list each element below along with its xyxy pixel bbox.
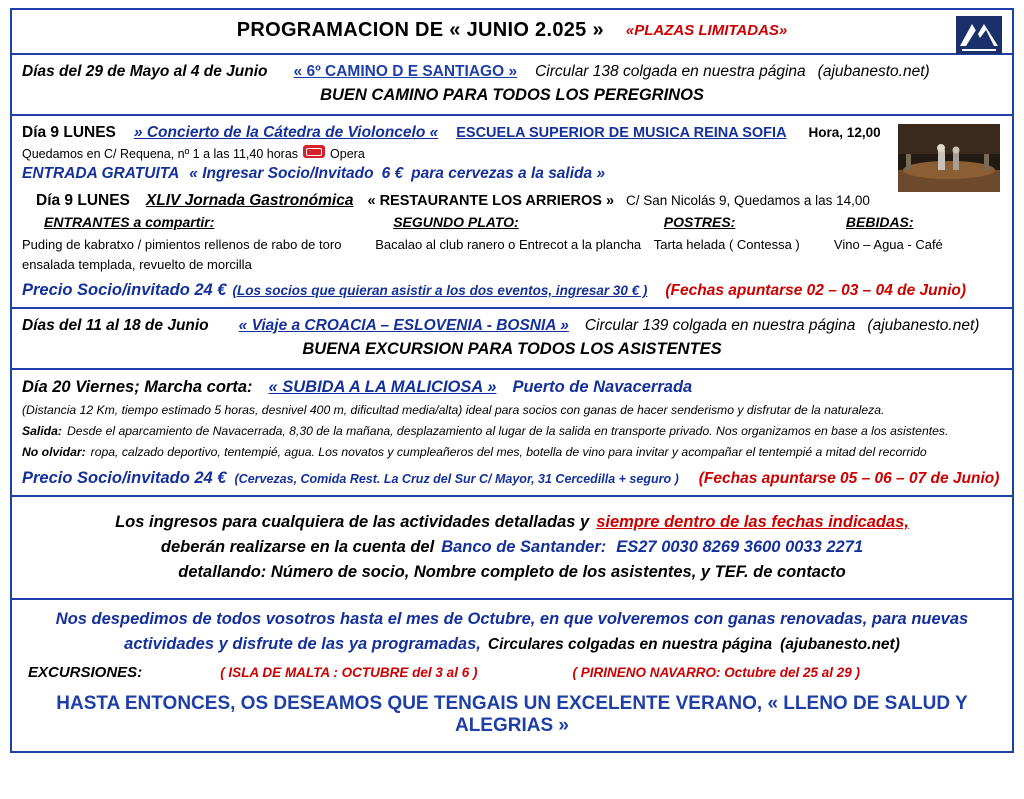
viaje-dates: Días del 11 al 18 de Junio [22, 317, 209, 334]
marcha-noolvidar-line [22, 443, 1002, 462]
gastronomica-address: C/ San Nicolás 9, Quedamos a las 14,00 [626, 193, 870, 208]
bank-iban: ES27 0030 8269 3600 0033 2271 [616, 537, 864, 556]
menu-column-postres [654, 214, 828, 274]
club-logo-icon [956, 16, 1002, 54]
farewell-text-2: actividades y disfrute de las ya programadas, [124, 634, 481, 653]
menu-body-bebidas [828, 235, 1002, 255]
menu-body-segundo [375, 235, 654, 255]
viaje-section [12, 309, 1012, 370]
bank-line-1 [22, 513, 1002, 532]
marcha-dates-note: (Fechas apuntarse 05 – 06 – 07 de Junio) [698, 469, 1000, 487]
gastronomica-price-note: (Los socios que quieran asistir a los dos eventos, ingresar 30 € ) [232, 283, 648, 298]
excursions-row [22, 664, 1002, 681]
marcha-salida-line [22, 422, 1002, 441]
camino-event: « 6º CAMINO D E SANTIAGO » [293, 63, 518, 80]
farewell-site: (ajubanesto.net) [780, 635, 900, 653]
camino-section [12, 55, 1012, 116]
viaje-slogan: BUENA EXCURSION PARA TODOS LOS ASISTENTES [302, 340, 722, 358]
gastronomica-title: XLIV Jornada Gastronómica [145, 192, 354, 209]
concierto-gastronomica-section [12, 116, 1012, 309]
camino-slogan: BUEN CAMINO PARA TODOS LOS PEREGRINOS [320, 86, 704, 104]
entrada-gratuita: ENTRADA GRATUITA [22, 165, 180, 182]
viaje-site: (ajubanesto.net) [867, 317, 980, 334]
gastronomica-restaurant: « RESTAURANTE LOS ARRIEROS » [367, 193, 615, 209]
marcha-salida-label: Salida: [22, 423, 62, 438]
bank-text-1: Los ingresos para cualquiera de las actividades detalladas y [115, 512, 590, 531]
menu-head-bebidas: BEBIDAS: [845, 214, 914, 230]
camino-slogan-line [22, 86, 1002, 105]
marcha-day: Día 20 Viernes; Marcha corta: [22, 378, 253, 396]
menu-item: Vino – Agua - Café [833, 237, 943, 252]
menu-item: Tarta helada ( Contessa ) [653, 237, 800, 252]
marcha-price-line [22, 469, 1002, 488]
menu-item: Puding de kabratxo / pimientos rellenos de rabo de toro [22, 237, 342, 252]
camino-circular: Circular 138 colgada en nuestra página [535, 63, 806, 80]
viaje-line [22, 317, 1002, 335]
bank-text-2: deberán realizarse en la cuenta del [160, 537, 435, 556]
farewell-circulares: Circulares colgadas en nuestra página [487, 635, 773, 653]
program-document [10, 8, 1014, 753]
marcha-detail: (Distancia 12 Km, tiempo estimado 5 horas, desnivel 400 m, dificultad media/alta) ideal para socios con ganas de hacer senderismo y disfrutar de la naturaleza. [22, 403, 885, 417]
bank-section [12, 497, 1012, 600]
concierto-line [22, 124, 1002, 142]
menu-body-postres [654, 235, 828, 255]
concierto-metro-station: Opera [330, 147, 365, 161]
document-header [12, 10, 1012, 55]
concierto-day: Día 9 LUNES [22, 124, 116, 141]
excursion-malta: ( ISLA DE MALTA : OCTUBRE del 3 al 6 ) [220, 664, 478, 680]
bank-line-3 [22, 563, 1002, 582]
marcha-section [12, 370, 1012, 497]
excursions-label: EXCURSIONES: [28, 663, 143, 681]
menu-head-entrantes: ENTRANTES a compartir: [44, 214, 215, 230]
farewell-section [12, 600, 1012, 751]
marcha-event: « SUBIDA A LA MALICIOSA » [268, 378, 497, 396]
menu-head-postres: POSTRES: [663, 214, 736, 230]
concierto-venue: ESCUELA SUPERIOR DE MUSICA REINA SOFIA [456, 125, 787, 141]
menu-head-segundo: SEGUNDO PLATO: [393, 214, 519, 230]
marcha-noolvidar-label: No olvidar: [22, 444, 86, 459]
menu-body-entrantes [22, 235, 375, 274]
marcha-price-note: (Cervezas, Comida Rest. La Cruz del Sur C/ Mayor, 31 Cercedilla + seguro ) [234, 471, 679, 486]
menu-item: ensalada templada, revuelto de morcilla [22, 256, 252, 272]
bank-line-2 [22, 538, 1002, 557]
menu-column-entrantes [22, 214, 375, 274]
gastronomica-price: Precio Socio/invitado 24 € [22, 281, 227, 299]
viaje-circular: Circular 139 colgada en nuestra página [584, 317, 856, 334]
concierto-time: Hora, 12,00 [808, 125, 881, 140]
bank-details-text: detallando: Número de socio, Nombre completo de los asistentes, y TEF. de contacto [178, 562, 846, 581]
concert-photo [898, 124, 1000, 192]
bank-dates-warning: siempre dentro de las fechas indicadas, [596, 512, 909, 531]
viaje-slogan-line [22, 340, 1002, 359]
menu-column-segundo [375, 214, 654, 274]
marcha-noolvidar-text: ropa, calzado deportivo, tentempié, agua. Los novatos y cumpleañeros del mes, botella de vino para invitar y acompañar el tentempié a mitad del recorrido [90, 444, 927, 459]
concierto-meeting-line [22, 145, 1002, 161]
concierto-free-line [22, 165, 1002, 183]
gastronomica-day: Día 9 LUNES [36, 192, 130, 209]
menu-columns [22, 214, 1002, 274]
gastronomica-line [22, 192, 1002, 210]
gastronomica-dates-note: (Fechas apuntarse 02 – 03 – 04 de Junio) [665, 282, 967, 299]
camino-dates: Días del 29 de Mayo al 4 de Junio [22, 63, 268, 80]
marcha-place: Puerto de Navacerrada [512, 378, 693, 396]
menu-column-bebidas [828, 214, 1002, 274]
farewell-text-1: Nos despedimos de todos vosotros hasta el mes de Octubre, en que volveremos con ganas renovadas, para nuevas [55, 609, 969, 628]
viaje-event: « Viaje a CROACIA – ESLOVENIA - BOSNIA » [238, 317, 569, 334]
limited-places-note: «PLAZAS LIMITADAS» [625, 22, 788, 39]
farewell-line-1 [22, 610, 1002, 629]
final-message: HASTA ENTONCES, OS DESEAMOS QUE TENGAIS UN EXCELENTE VERANO, « LLENO DE SALUD Y ALEGRIAS » [56, 692, 968, 736]
concierto-title: » Concierto de la Cátedra de Violoncelo « [133, 124, 439, 141]
marcha-price: Precio Socio/invitado 24 € [22, 468, 227, 487]
marcha-salida-text: Desde el aparcamiento de Navacerrada, 8,30 de la mañana, desplazamiento al lugar de la salida en transporte privado. Nos organizamos en base a los asistentes. [66, 423, 949, 438]
menu-item: Bacalao al club ranero o Entrecot a la plancha [375, 237, 642, 252]
excursion-pirineo: ( PIRINENO NAVARRO: Octubre del 25 al 29 ) [572, 664, 861, 680]
farewell-line-2 [22, 635, 1002, 654]
gastronomica-price-line [22, 281, 1002, 300]
marcha-line [22, 378, 1002, 397]
ingresar-socio: « Ingresar Socio/Invitado [189, 165, 374, 182]
camino-line [22, 63, 1002, 81]
ingresar-concepto: para cervezas a la salida » [411, 165, 606, 182]
concierto-meeting: Quedamos en C/ Requena, nº 1 a las 11,40 horas [22, 147, 299, 161]
metro-icon [303, 145, 325, 158]
ingresar-importe: 6 € [381, 165, 404, 182]
page-title: PROGRAMACION DE « JUNIO 2.025 » [236, 19, 604, 41]
camino-site: (ajubanesto.net) [817, 63, 930, 80]
bank-name: Banco de Santander: [441, 537, 607, 556]
